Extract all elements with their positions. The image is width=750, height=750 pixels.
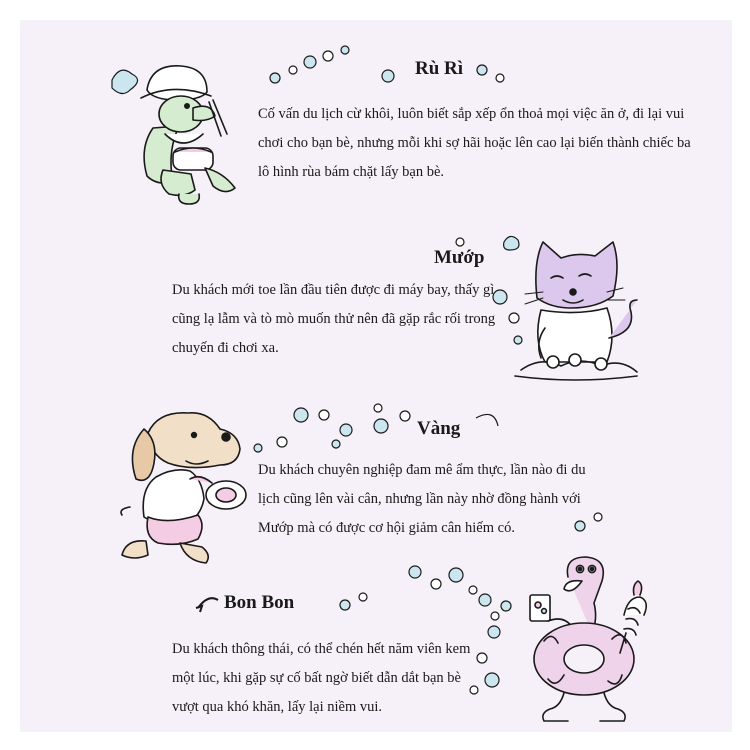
character-description-vang: Du khách chuyên nghiệp đam mê ẩm thực, lần nào đi du lịch cũng lên vài cân, nhưng lần này nhờ đồng hành với Mướp mà có được cơ hội giảm cân hiếm có. (258, 462, 586, 536)
character-name-ru-ri: Rù Rì (415, 58, 464, 79)
turtle-character-icon (135, 58, 245, 208)
character-description-muop: Du khách mới toe lần đầu tiên được đi máy bay, thấy gì cũng lạ lẫm và tò mò muốn thử nên đã gặp rắc rối trong chuyến đi chơi xa. (172, 282, 496, 356)
character-name-vang: Vàng (417, 418, 461, 439)
cat-character-icon (515, 238, 650, 388)
flamingo-character-icon (508, 555, 658, 727)
character-intro-page (20, 20, 732, 732)
dog-character-icon (118, 405, 268, 575)
character-description-ru-ri: Cố vấn du lịch cừ khôi, luôn biết sắp xếp ổn thoả mọi việc ăn ở, đi lại vui chơi cho bạn bè, nhưng mỗi khi sợ hãi hoặc lên cao lại biến thành chiếc ba lô hình rùa bám chặt lấy bạn bè. (258, 106, 691, 180)
character-description-bon-bon: Du khách thông thái, có thể chén hết năm viên kem một lúc, khi gặp sự cố bất ngờ biết dẫn dắt bạn bè vượt qua khó khăn, lấy lại niềm vui. (172, 641, 471, 715)
character-name-muop: Mướp (434, 247, 485, 268)
character-name-bon-bon: Bon Bon (224, 592, 295, 613)
